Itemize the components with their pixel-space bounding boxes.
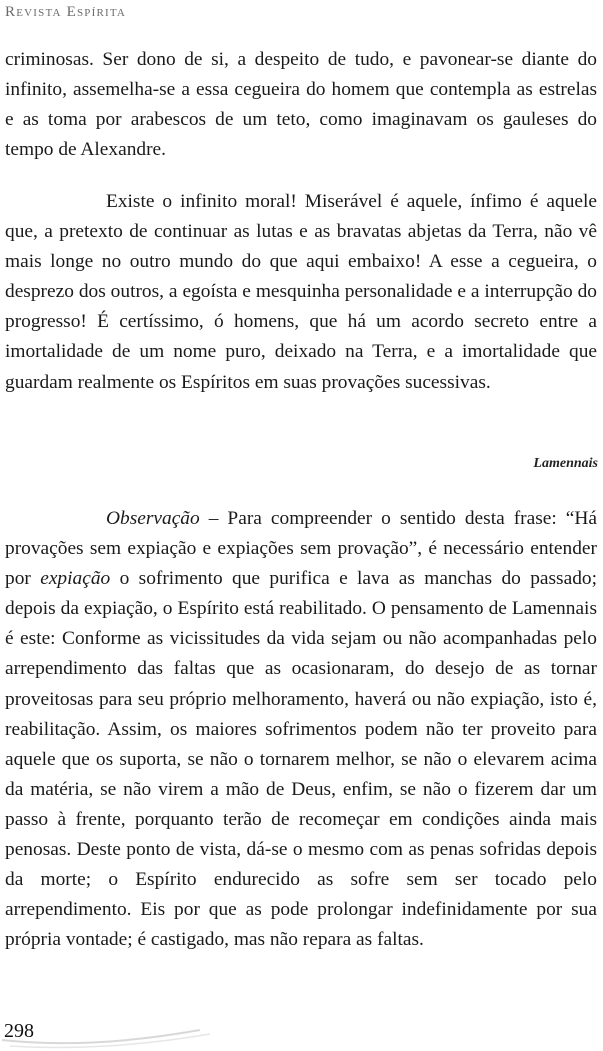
- paragraph-1: criminosas. Ser dono de si, a despeito de tudo, e pavonear-se diante do infinito, assemelha-se a essa cegueira do homem que contempla as estrelas e as toma por arabescos de um teto, como imaginavam os gauleses do tempo de Alexandre.: [5, 49, 597, 161]
- observation-paragraph: [5, 504, 597, 955]
- observation-label: Observação: [106, 508, 200, 529]
- signature: Lamennais: [533, 456, 598, 471]
- running-header: Revista Espírita: [5, 4, 127, 20]
- observation-term: expiação: [40, 568, 111, 590]
- observation-text-2: o sofrimento que purifica e lava as manchas do passado; depois da expiação, o Espírito está reabilitado. O pensamento de Lamennais é este: Conforme as vicissitudes da vida sejam ou não acompanhadas pelo arrependimento das faltas que as ocasionaram, do desejo de as tornar proveitosas para seu próprio melhoramento, haverá ou não expiação, isto é, reabilitação. Assim, os maiores sofrimentos podem não ter proveito para aquele que os suporta, se não o tornarem melhor, se não o elevarem acima da matéria, se não virem a mão de Deus, enfim, se não o fizerem dar um passo à frente, porquanto terão de recomeçar em condições ainda mais penosas. Deste ponto de vista, dá-se o mesmo com as penas sofridas depois da morte; o Espírito endurecido as sofre sem ser tocado pelo arrependimento. Eis por que as pode prolongar indefinidamente por sua própria vontade; é castigado, mas não repara as faltas.: [5, 568, 597, 951]
- page-number: 298: [4, 1020, 34, 1042]
- observation-text-1: – Para compreender o sentido desta frase: “Há provações sem expiação e expiações sem provação”, é necessário entender por: [5, 508, 597, 590]
- paragraph-2: Existe o infinito moral! Miserável é aquele, ínfimo é aquele que, a pretexto de continuar as lutas e as bravatas abjetas da Terra, não vê mais longe no outro mundo do que aqui embaixo! A esse a cegueira, o desprezo dos outros, a egoísta e mesquinha personalidade e a interrupção do progresso! É certíssimo, ó homens, que há um acordo secreto entre a imortalidade de um nome puro, deixado na Terra, e a imortalidade que guardam realmente os Espíritos em suas provações sucessivas.: [5, 191, 597, 393]
